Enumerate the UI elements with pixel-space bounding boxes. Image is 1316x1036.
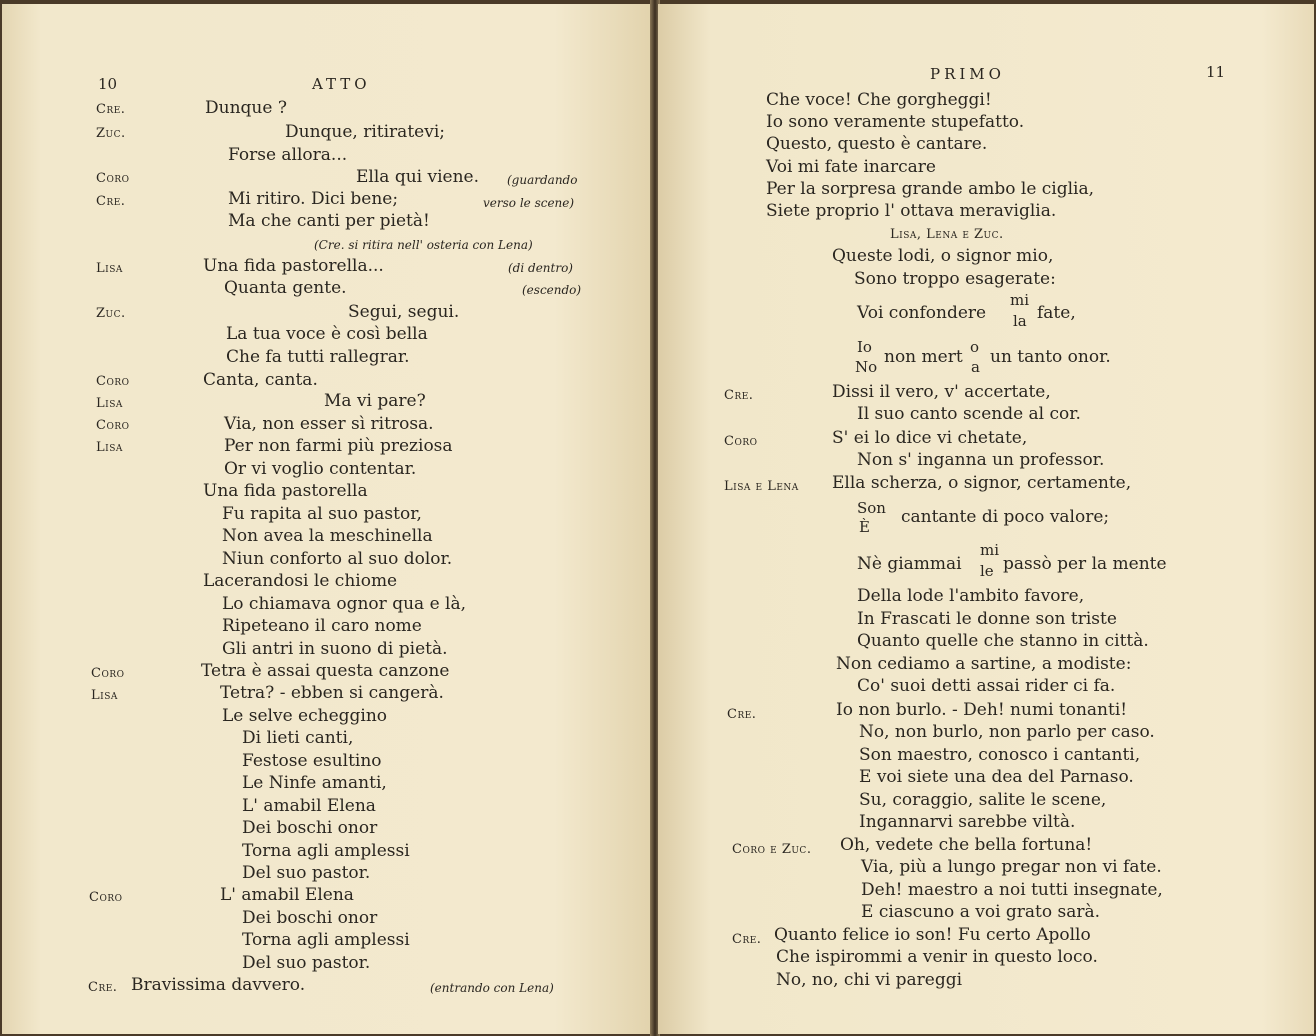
alternative-top: Io [857,338,872,356]
verse-line: Quanto quelle che stanno in città. [857,631,1149,651]
speaker-label: Lisa [96,396,123,411]
verse-line: Per non farmi più preziosa [224,436,453,456]
verse-line: Le selve echeggino [222,706,388,726]
verse-line: Non avea la meschinella [222,526,433,546]
verse-line: Di lieti canti, [242,728,354,748]
verse-line: Siete proprio l' ottava meraviglia. [766,201,1057,221]
verse-line: Queste lodi, o signor mio, [832,246,1054,266]
verse-line: La tua voce è così bella [226,324,428,344]
verse-line: non mert [884,347,963,367]
speaker-label: Cre. [727,707,757,722]
stage-direction: (di dentro) [508,261,573,275]
verse-line: Sono troppo esagerate: [854,269,1056,289]
speaker-label: Coro [91,666,125,681]
verse-line: Una fida pastorella... [203,256,384,276]
speaker-label: Coro [96,418,130,433]
verse-line: Della lode l'ambito favore, [857,586,1085,606]
verse-line: Fu rapita al suo pastor, [222,504,422,524]
speaker-label: Zuc. [96,306,126,321]
alternative-bottom: È [859,518,870,536]
verse-line: Festose esultino [242,751,382,771]
verse-line: Ella scherza, o signor, certamente, [832,473,1132,493]
verse-line: Le Ninfe amanti, [242,773,387,793]
verse-line: No, no, chi vi pareggi [776,970,963,990]
verse-line: In Frascati le donne son triste [857,609,1117,629]
alternative-top: o [970,338,980,356]
speaker-label: Coro [724,434,758,449]
verse-line: Dei boschi onor [242,908,378,928]
verse-line: Or vi voglio contentar. [224,459,417,479]
speaker-label: Zuc. [96,126,126,141]
verse-line: Ma che canti per pietà! [228,211,430,231]
page-header: ATTO [312,75,371,93]
verse-line: un tanto onor. [990,347,1111,367]
verse-line: Lo chiamava ognor qua e là, [222,594,467,614]
speaker-label: Lisa [91,688,118,703]
verse-line: passò per la mente [1003,554,1167,574]
verse-line: Dunque, ritiratevi; [285,122,445,142]
verse-line: Per la sorpresa grande ambo le ciglia, [766,179,1095,199]
verse-line: Bravissima davvero. [131,975,306,995]
alternative-bottom: la [1013,312,1027,330]
speaker-label: Cre. [88,980,118,995]
verse-line: Una fida pastorella [203,481,368,501]
verse-line: Mi ritiro. Dici bene; [228,189,399,209]
verse-line: Torna agli amplessi [242,930,410,950]
verse-line: Dissi il vero, v' accertate, [832,382,1051,402]
verse-line: Nè giammai [857,554,962,574]
verse-line: Via, non esser sì ritrosa. [224,414,434,434]
stage-direction: (entrando con Lena) [430,981,554,995]
right-page [658,4,1314,1034]
stage-direction: verso le scene) [483,196,575,210]
verse-line: Via, più a lungo pregar non vi fate. [861,857,1162,877]
speaker-label: Cre. [96,194,126,209]
verse-line: Del suo pastor. [242,953,371,973]
verse-line: Quanta gente. [224,278,347,298]
verse-line: L' amabil Elena [242,796,376,816]
alternative-top: Son [857,499,886,517]
verse-line: S' ei lo dice vi chetate, [832,428,1028,448]
verse-line: Non cediamo a sartine, a modiste: [836,654,1132,674]
verse-line: cantante di poco valore; [901,507,1110,527]
verse-line: Ella qui viene. [356,167,480,187]
alternative-top: mi [1010,291,1030,309]
verse-line: Che voce! Che gorgheggi! [766,90,992,110]
verse-line: fate, [1037,303,1076,323]
verse-line: Canta, canta. [203,370,318,390]
verse-line: Voi confondere [857,303,987,323]
verse-line: Dunque ? [205,98,287,118]
alternative-bottom: a [971,358,980,376]
speaker-label: Lisa e Lena [724,479,799,494]
speaker-label: Cre. [732,932,762,947]
verse-line: Quanto felice io son! Fu certo Apollo [774,925,1091,945]
speaker-label: Coro [96,374,130,389]
verse-line: Che fa tutti rallegrar. [226,347,410,367]
verse-line: No, non burlo, non parlo per caso. [859,722,1155,742]
verse-line: E ciascuno a voi grato sarà. [861,902,1101,922]
speaker-label: Coro e Zuc. [732,842,812,857]
verse-line: Ingannarvi sarebbe viltà. [859,812,1076,832]
verse-line: Io sono veramente stupefatto. [766,112,1025,132]
verse-line: Il suo canto scende al cor. [857,404,1081,424]
alternative-bottom: le [980,562,994,580]
speakers-heading: Lisa, Lena e Zuc. [890,227,1004,242]
verse-line: Questo, questo è cantare. [766,134,988,154]
verse-line: Ma vi pare? [324,391,426,411]
verse-line: Deh! maestro a noi tutti insegnate, [861,880,1163,900]
page-number: 11 [1206,63,1226,81]
verse-line: Segui, segui. [348,302,460,322]
speaker-label: Cre. [96,102,126,117]
verse-line: L' amabil Elena [220,885,354,905]
verse-line: Gli antri in suono di pietà. [222,639,448,659]
stage-direction: (guardando [507,173,578,187]
verse-line: E voi siete una dea del Parnaso. [859,767,1134,787]
speaker-label: Coro [89,890,123,905]
verse-line: Dei boschi onor [242,818,378,838]
verse-line: Su, coraggio, salite le scene, [859,790,1107,810]
stage-direction: (Cre. si ritira nell' osteria con Lena) [314,238,533,252]
speaker-label: Cre. [724,388,754,403]
verse-line: Forse allora... [228,145,348,165]
speaker-label: Lisa [96,261,123,276]
verse-line: Io non burlo. - Deh! numi tonanti! [836,700,1128,720]
stage-direction: (escendo) [522,283,582,297]
verse-line: Che ispirommi a venir in questo loco. [776,947,1098,967]
page-header: PRIMO [930,65,1005,83]
speaker-label: Coro [96,171,130,186]
verse-line: Niun conforto al suo dolor. [222,549,453,569]
verse-line: Oh, vedete che bella fortuna! [840,835,1093,855]
left-page [2,4,652,1034]
page-number: 10 [98,75,118,93]
verse-line: Ripeteano il caro nome [222,616,422,636]
verse-line: Co' suoi detti assai rider ci fa. [857,676,1116,696]
speaker-label: Lisa [96,440,123,455]
verse-line: Tetra? - ebben si cangerà. [220,683,444,703]
verse-line: Non s' inganna un professor. [857,450,1105,470]
verse-line: Tetra è assai questa canzone [201,661,450,681]
verse-line: Son maestro, conosco i cantanti, [859,745,1141,765]
alternative-top: mi [980,541,1000,559]
verse-line: Torna agli amplessi [242,841,410,861]
alternative-bottom: No [855,358,878,376]
verse-line: Del suo pastor. [242,863,371,883]
verse-line: Lacerandosi le chiome [203,571,398,591]
verse-line: Voi mi fate inarcare [766,157,936,177]
